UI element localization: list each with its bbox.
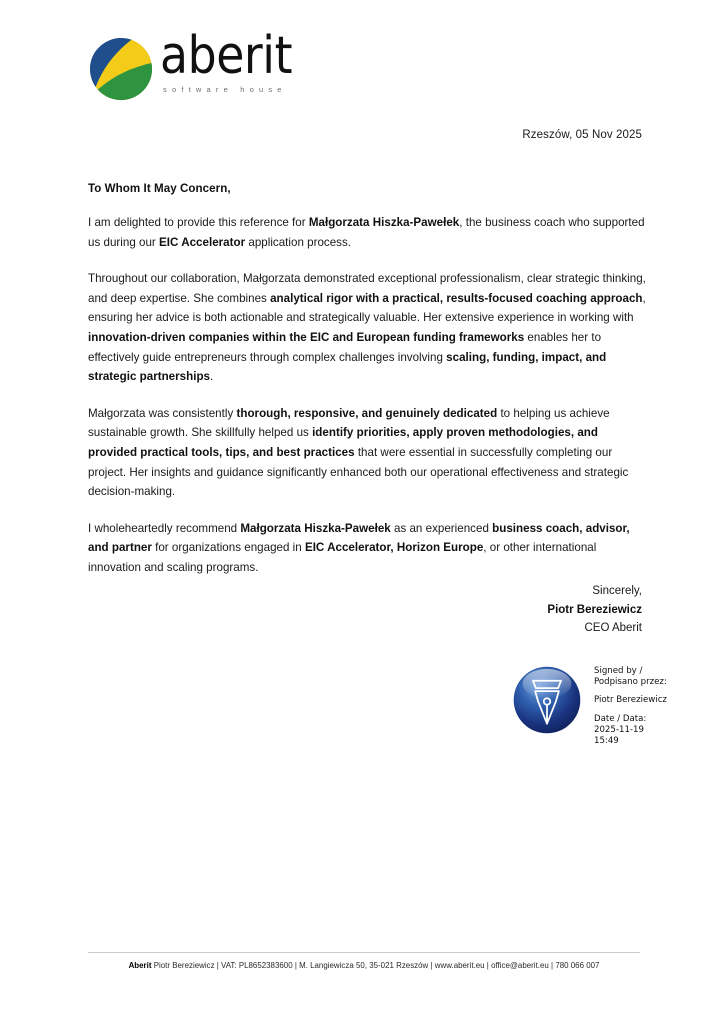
- letterhead: [88, 26, 310, 102]
- fountain-pen-nib-icon: [510, 663, 584, 737]
- signature-details: [594, 666, 667, 747]
- body-text: application process.: [245, 235, 352, 249]
- spacer: [594, 707, 667, 714]
- logo-text: [160, 26, 310, 94]
- paragraph-list: [88, 213, 648, 578]
- signed-by-label-line2: Podpisano przez:: [594, 677, 667, 688]
- body-text: , ensuring her advice is both actionable and strategically valuable. Her extensive experience in working with: [88, 291, 646, 325]
- salutation: To Whom It May Concern,: [88, 182, 231, 195]
- signature-date-label: Date / Data:: [594, 713, 647, 724]
- logo-wordmark: aberit: [160, 26, 293, 86]
- letter-paragraph: [88, 213, 648, 252]
- page-footer: [0, 952, 728, 970]
- letter-paragraph: [88, 519, 648, 578]
- signed-by-label-line1: Signed by /: [594, 666, 643, 676]
- digital-signature-stamp: [510, 663, 667, 747]
- emphasis-text: scaling, funding, impact, and strategic partnerships: [88, 350, 607, 384]
- emphasis-text: Małgorzata Hiszka-Pawełek: [240, 521, 391, 535]
- emphasis-text: innovation-driven companies within the EIC and European funding frameworks: [88, 330, 525, 344]
- signer-name: Piotr Bereziewicz: [594, 695, 667, 706]
- letter-body: [88, 182, 648, 595]
- footer-details: Piotr Bereziewicz | VAT: PL8652383600 | M. Langiewicza 50, 35-021 Rzeszów | www.aberit.eu | office@aberit.eu | 780 066 007: [151, 961, 600, 970]
- emphasis-text: EIC Accelerator: [159, 235, 246, 249]
- body-text: .: [210, 370, 214, 384]
- logo-tagline: software house: [163, 84, 287, 94]
- signature-time-value: 15:49: [594, 736, 619, 747]
- emphasis-text: business coach, advisor, and partner: [88, 521, 630, 555]
- emphasis-text: analytical rigor with a practical, results-focused coaching approach: [270, 291, 643, 305]
- aberit-circle-logo-icon: [88, 36, 154, 102]
- signoff-name: Piotr Bereziewicz: [547, 603, 642, 616]
- body-text: I am delighted to provide this reference for: [88, 216, 309, 229]
- body-text: that were essential in successfully completing our project. Her insights and guidance significantly enhanced both our operational effectiveness and strategic decision-making.: [88, 445, 629, 499]
- emphasis-text: Małgorzata Hiszka-Pawełek: [308, 216, 460, 229]
- letter-paragraph: [88, 404, 648, 502]
- body-text: Małgorzata was consistently: [88, 406, 237, 420]
- footer-divider: [88, 952, 640, 953]
- body-text: as an experienced: [390, 521, 493, 535]
- signoff-block: [547, 582, 642, 638]
- signature-date-value: 2025-11-19: [594, 724, 644, 735]
- body-text: to helping us achieve sustainable growth. She skillfully helped us: [88, 406, 610, 440]
- signoff-title: CEO Aberit: [584, 622, 642, 634]
- spacer: [594, 688, 667, 695]
- body-text: , the business coach who supported us during our: [88, 216, 645, 249]
- footer-contact-line: [0, 961, 728, 970]
- body-text: I wholeheartedly recommend: [88, 521, 241, 535]
- date-line: Rzeszów, 05 Nov 2025: [522, 129, 642, 141]
- emphasis-text: identify priorities, apply proven methodologies, and provided practical tools, tips, and best practices: [88, 426, 598, 459]
- signoff-closing: Sincerely,: [592, 585, 642, 597]
- letter-paragraph: [88, 269, 648, 387]
- body-text: , or other international innovation and scaling programs.: [88, 541, 597, 574]
- body-text: enables her to effectively guide entrepreneurs through complex challenges involving: [88, 330, 602, 364]
- emphasis-text: thorough, responsive, and genuinely dedicated: [236, 406, 498, 420]
- emphasis-text: EIC Accelerator, Horizon Europe: [304, 541, 484, 555]
- body-text: for organizations engaged in: [151, 541, 305, 555]
- body-text: Throughout our collaboration, Małgorzata demonstrated exceptional professionalism, clear strategic thinking, and deep expertise. She combines: [88, 272, 646, 305]
- footer-company-name: Aberit: [128, 961, 152, 970]
